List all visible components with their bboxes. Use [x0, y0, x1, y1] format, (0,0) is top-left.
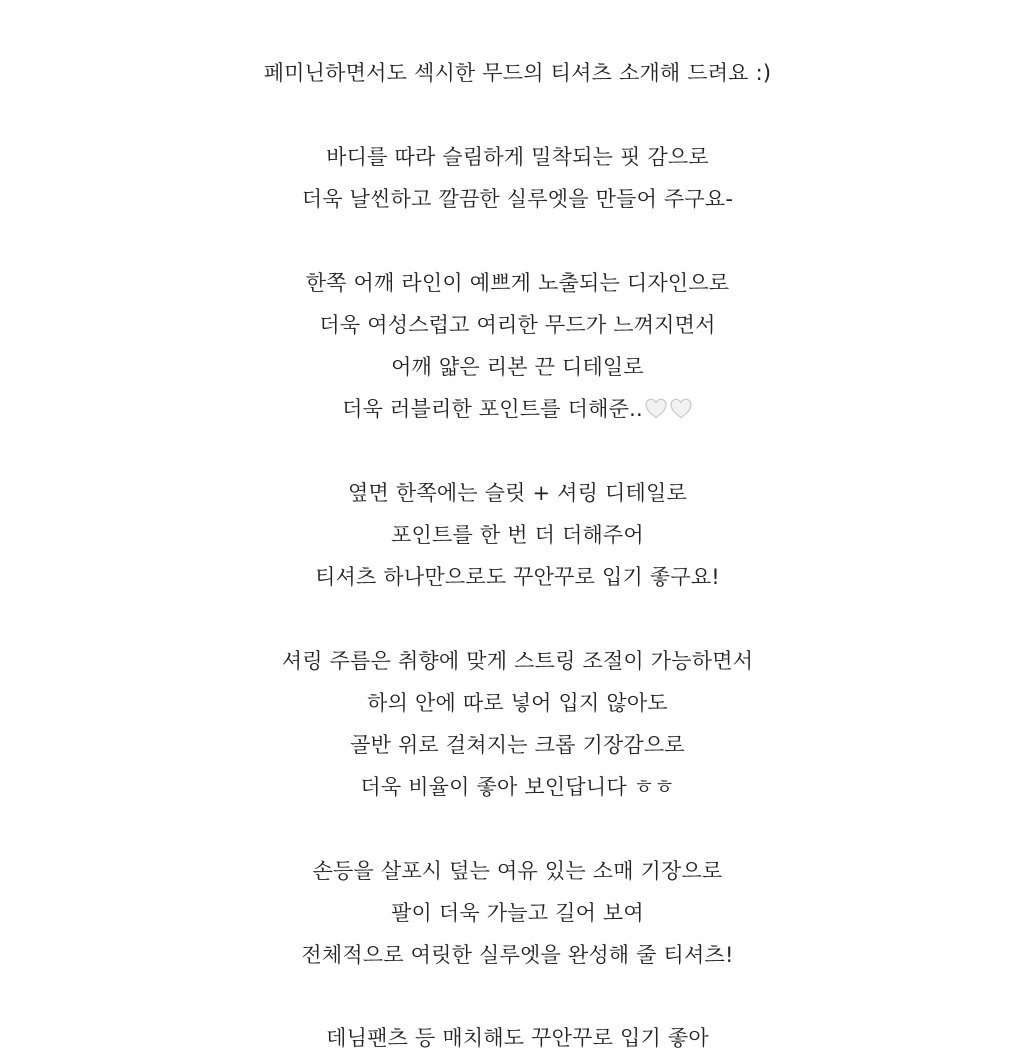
text-line: 더욱 여성스럽고 여리한 무드가 느껴지면서: [319, 313, 716, 337]
text-line-with-hearts: [0, 395, 1035, 423]
text-line: 한쪽 어깨 라인이 예쁘게 노출되는 디자인으로: [305, 271, 730, 295]
text-line: 더욱 비율이 좋아 보인답니다 ㅎㅎ: [360, 775, 675, 799]
text-line: 셔링 주름은 취향에 맞게 스트링 조절이 가능하면서: [281, 649, 754, 673]
text-line: 팔이 더욱 가늘고 길어 보여: [391, 901, 644, 925]
text-line: 포인트를 한 번 더 더해주어: [391, 523, 644, 547]
text-line: 어깨 얇은 리본 끈 디테일로: [391, 355, 644, 379]
text-line-content: 더욱 러블리한 포인트를 더해준..: [342, 397, 643, 421]
text-line: 옆면 한쪽에는 슬릿 + 셔링 디테일로: [348, 481, 687, 505]
text-line: 하의 안에 따로 넣어 입지 않아도: [367, 691, 668, 715]
text-line-cut-off: 데님팬츠 등 매치해도 꾸안꾸로 입기 좋아: [326, 1026, 709, 1050]
text-line: 더욱 날씬하고 깔끔한 실루엣을 만들어 주구요-: [301, 187, 734, 211]
white-heart-icon: [669, 397, 693, 419]
text-line: 티셔츠 하나만으로도 꾸안꾸로 입기 좋구요!: [315, 565, 720, 589]
text-line: 손등을 살포시 덮는 여유 있는 소매 기장으로: [312, 859, 723, 883]
intro-line: 페미닌하면서도 섹시한 무드의 티셔츠 소개해 드려요 :): [263, 61, 772, 85]
text-line: 바디를 따라 슬림하게 밀착되는 핏 감으로: [326, 145, 709, 169]
white-heart-icon: [644, 397, 668, 419]
text-line: 골반 위로 걸쳐지는 크롭 기장감으로: [350, 733, 685, 757]
text-line: 전체적으로 여릿한 실루엣을 완성해 줄 티셔츠!: [301, 943, 734, 967]
